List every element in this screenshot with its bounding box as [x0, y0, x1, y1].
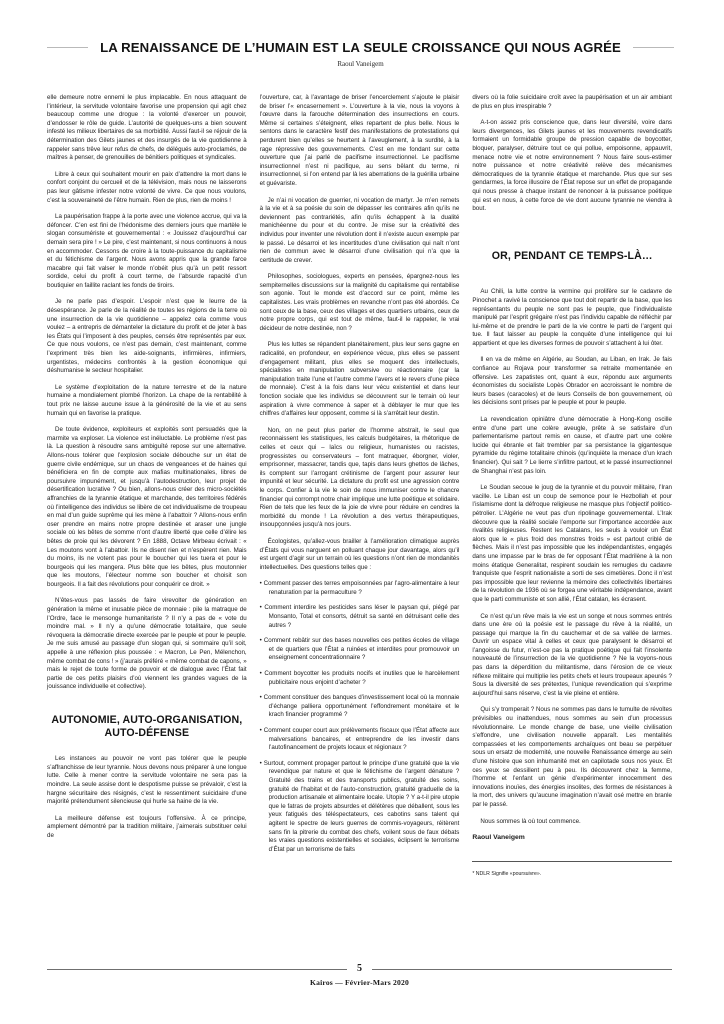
bullet-icon: • [259, 637, 262, 645]
section-heading-or-pendant-ce-temps-la: OR, PENDANT CE TEMPS-LÀ… [491, 249, 653, 262]
paragraph: Ce n’est qu’un rêve mais la vie est un songe et nous sommes entrés dans une ère où la poésie est le passage du rêve à la réalité, un passage qui marque la fin du cauchemar et de sa vallée de larmes. Ouvrir un espace vital à celles et ceux que paralysent le désarroi et l’angoisse du futur, n’est-ce pas la pratique poétique qui fait l’insolente nouveauté de l’insurrection de la vie quotidienne ? Ne la voyons-nous pas dans la déperdition du militantisme, dans l’érosion de ce vieux réflexe militaire qui multiplie les petits chefs et leurs troupeaux apeurés ? Sous la diversité de ses prétextes, l’unique revendication qui s’exprime aujourd’hui sans réserve, c’est la vie pleine et entière. [472, 612, 672, 697]
journal-imprint: Kairos — Février-Mars 2020 [309, 978, 410, 987]
paragraph: Plus les luttes se répandent planétairement, plus leur sens gagne en radicalité, en profondeur, en expérience vécue, plus elles se passent d’engagement militant, plus elles se moquent des intellectuels, spécialistes en manipulation subversive ou réactionnaire (car la manipulation traite l’une et l’autre comme l’avers et le revers d’une pièce de monnaie). C’est à la fois dans leur vécu existentiel et dans leur fonction sociale que les individus se découvrent sur le terrain où leur aspiration à vivre commence à saper et à déblayer le mur que les chiffres d’affaires leur opposent, comme si là s’arrêtait leur destin. [259, 341, 460, 418]
paragraph: Le Soudan secoue le joug de la tyrannie et du pouvoir militaire, l’Iran vacille. Le Liban est un coup de semonce pour le Hezbollah et pour l’islamisme dont la défroque religieuse ne masque plus l’objectif politico-pétrolier. L’Algérie ne veut pas d’un ripolinage gouvernemental. L’Irak découvre que la réalité sociale l’emporte sur l’importance accordée aux rivalités religieuses. Restent les Catalans, les seuls à vouloir un État alors que le « plus froid des monstres froids » est partout criblé de flèches. Mais il n’est pas impossible que les indépendantistes, engagés dans une impasse par le bras de fer opposant l’État madrilène à la non moins étatique Generalitat, respirent soudain les remugles du cadavre franquiste que l’esprit nationaliste a sorti de ses cimetières. Donc il n’est pas impossible que leur revienne la mémoire des collectivités libertaires de la révolution de 1936 où se forgea une véritable indépendance, avant que le parti communiste et son allié, l’État catalan, les écrasent. [472, 484, 672, 603]
paragraph: Il en va de même en Algérie, au Soudan, au Liban, en Irak. Je fais confiance au Rojava pour transformer sa retraite momentanée en offensive. Les zapatistes ont, quant à eux, répondu aux arguments économistes du socialiste Lopès Obrador en accroissant le nombre de leurs bases (caracoles) et de leurs Conseils de bon gouvernement, où les décisions sont prises par le peuple et pour le peuple. [472, 356, 672, 407]
paragraph: De toute évidence, exploiteurs et exploités sont persuadés que la marmite va exploser. La violence est inéluctable. Le problème n’est pas là. La question à résoudre sans ambiguïté repose sur une alternative. Allons-nous tolérer que l’explosion sociale débouche sur un état de guerre civile endémique, sur un chaos de vengeances et de haines qui bénéficiera en fin de compte aux mafias multinationales, libres de poursuivre impunément, et jusqu’à l’autodestruction, leur projet de désertification lucrative ? Ou bien, allons-nous créer des micro-sociétés affranchies de la tyrannie étatique et marchande, des territoires fédérés où l’intelligence des individus se libère de cet individualisme de troupeau en mal d’un guide suprême qui les mène à l’abattoir ? Allons-nous enfin oser prendre en mains notre propre destinée et araser une jungle sociale où les bêtes de somme n’ont d’autre liberté que celle d’élire les bêtes de proie qui les dévorent ? En 1888, Octave Mirbeau écrivait : « Les moutons vont à l’abattoir. Ils ne disent rien et n’espèrent rien. Mais du moins, ils ne votent pas pour le boucher qui les tuera et pour le bourgeois qui les mangera. Plus bête que les bêtes, plus moutonnier que les moutons, l’électeur nomme son boucher et choisit son bourgeois. Il a fait des révolutions pour conquérir ce droit. » [47, 426, 247, 588]
editor-footnote: * NDLR Signifie «poursuivre». [472, 870, 542, 877]
paragraph: N’êtes-vous pas lassés de faire virevolter de génération en génération la même et inusable pièce de monnaie : pile la matraque de l’Ordre, face le mensonge humanitariste ? Il n’y a pas de « vote du moindre mal. » Il n’y a qu’une démocratie totalitaire, que seule révoquera la démocratie directe exercée par le peuple et pour le peuple. Je me suis amusé au passage d’un slogan qui, si sommaire qu’il soit, appelle à une réflexion plus poussée : « Macron, Le Pen, Mélenchon, même combat de cons ! » (j’aurais préféré « même combat de capons, » mais le rejet de toute forme de pouvoir et de dialogue avec l’État fait partie de ces petits plaisirs d’où viennent les grandes vagues de la jouissance individuelle et collective). [47, 597, 247, 691]
bullet-item [260, 760, 460, 855]
title-row [47, 40, 674, 55]
section-heading-autonomie: AUTONOMIE, AUTO-ORGANISATION, AUTO-DÉFENSE [51, 714, 243, 739]
bullet-icon: • [259, 759, 262, 767]
paragraph: Je ne parle pas d’espoir. L’espoir n’est que le leurre de la désespérance. Je parle de la réalité de toutes les régions de la terre où une insurrection de la vie quotidienne – appelez cela comme vous voulez – a entrepris de démanteler la dictature du profit et de jeter à bas les États qui l’imposent à des peuples, censés être représentés par eux. Ce que nous voulons, ce n’est pas demain, c’est maintenant, comme l’expriment très bien les aide-soignants, infirmières, infirmiers, urgentistes, médecins confrontés à la gestion économique qui déshumanise le secteur hospitalier. [47, 298, 247, 375]
bullet-item [260, 694, 460, 720]
paragraph: Non, on ne peut plus parler de l’homme abstrait, le seul que reconnaissent les statistiques, les calculs budgétaires, la rhétorique de celles et ceux qui – laïcs ou religieux, humanistes ou racistes, progressistes ou conservateurs – font matraquer, éborgner, violer, emprisonner, massacrer, tandis que, tapis dans leurs ghettos de lâches, ils comptent sur l’arrogant crétinisme de l’argent pour assurer leur impunité et leur sécurité. La dictature du profit est une agression contre le corps. Confier à la vie le soin de nous immuniser contre le chancre financier qui corrompt notre chair implique une lutte poétique et solidaire. Rien de tels que les feux de la joie de vivre pour réduire en cendres la morbidité du monde ! La révolution a des vertus thérapeutiques, insoupçonnées jusqu’à nos jours. [259, 426, 460, 529]
column-2 [260, 94, 460, 946]
bullet-text: Comment couper court aux prélèvements fiscaux que l’État affecte aux malversations bancaires, et entreprendre de les investir dans l’autofinancement de projets locaux et régionaux ? [263, 727, 460, 752]
bullet-item [260, 670, 460, 687]
paragraph: La paupérisation frappe à la porte avec une violence accrue, qui va la défoncer. C’en est fini de l’hédonisme des derniers jours que martèle le slogan consumériste et gouvernemental : « Jouissez d’aujourd’hui car demain sera pire ! » Le pire, c’est maintenant, si nous continuons à nous en accommoder. Cessons de croire à la toute-puissance du capitalisme et du fétichisme de l’argent. Nous avons appris que la grande farce macabre qui fait valser le monde n’obéit plus qu’à un petit ressort sordide, celui du profit à court terme, de l’absurde rapacité d’un boutiquier en faillite raclant les fonds de tiroirs. [47, 213, 247, 289]
article-byline: Raoul Vaneigem [337, 60, 384, 68]
bullet-item [260, 637, 460, 663]
paragraph: divers où la folie suicidaire croît avec la paupérisation et un air ambiant de plus en plus irrespirable ? [472, 94, 672, 110]
bullet-text: Comment rebâtir sur des bases nouvelles ces petites écoles de village et de quartiers que l’État a ruinées et interdites pour promouvoir un enseignement concentrationnaire ? [263, 637, 460, 662]
paragraph: Qui s’y tromperait ? Nous ne sommes pas dans le tumulte de révoltes prévisibles ou inattendues, nous sommes au sein d’un processus révolutionnaire. Le monde change de base, une vieille civilisation s’effondre, une civilisation nouvelle apparaît. Les mentalités compassées et les comportements archaïques ont beau se perpétuer sous un ersatz de modernité, une nouvelle Renaissance émerge au sein d’une histoire que son inhumanité met en capilotade sous nos yeux. Et ces yeux se dessillent peu à peu. Ils découvrent chez la femme, l’homme et l’enfant un génie d’expérimenter innocemment des innovations inouïes, des énergies insolites, des formes de résistances à la mort, des univers qu’aucune imagination n’avait osé mettre en branle par le passé. [472, 706, 672, 808]
closing-line: Nous sommes là où tout commence. [480, 817, 581, 825]
title-rule-left [47, 47, 88, 48]
page-number-row [47, 964, 672, 974]
paragraph: Libre à ceux qui souhaitent mourir en paix d’attendre la mort dans le confort conjoint du cercueil et de la télévision, mais nous ne laisserons pas leur gâtisme infester notre volonté de vivre. Ce que nous voulons, c’est la souveraineté de l’être humain. Rien de plus, rien de moins ! [47, 170, 247, 204]
footer-rule-left [47, 969, 347, 970]
paragraph: Philosophes, sociologues, experts en pensées, épargnez-nous les sempiternelles discussions sur la malignité du capitalisme qui rentabilise son agonie. Tout le monde est d’accord sur ce point, même les capitalistes. Les vrais problèmes en revanche n’ont pas été abordés. Ce sont ceux de la base, ceux des villages et des quartiers urbains, ceux de notre propre corps, qui est tout de même, faut-il le rappeler, le vrai décideur de notre destinée, non ? [259, 273, 460, 332]
article-title: LA RENAISSANCE DE L’HUMAIN EST LA SEULE CROISSANCE QUI NOUS AGRÉE [100, 40, 621, 55]
footnote-divider [472, 861, 672, 862]
paragraph: Le système d’exploitation de la nature terrestre et de la nature humaine a mondialement plombé l’horizon. La chape de la rentabilité à tout prix ne laisse aucune issue à la générosité de la vie et au sens humain qui en favorise la pratique. [47, 383, 247, 417]
paragraph: elle demeure notre ennemi le plus implacable. En nous attaquant de l’intérieur, la servitude volontaire favorise une propension qui agit chez beaucoup comme une drogue : la volonté d’exercer un pouvoir, d’endosser le rôle de guide. L’autorité de quelques-uns a bien souvent infesté les milieux libertaires de sa morbidité. Aussi faut-il se réjouir de la détermination des Gilets jaunes et des insurgés de la vie quotidienne à rappeler sans trêve leur refus de chefs, de délégués auto-proclamés, de maîtres à penser, de grenouilles de bénitiers politiques et syndicales. [47, 94, 247, 162]
bullet-text: Comment constituer des banques d’investissement local où la monnaie d’échange palliera opportunément l’effondrement monétaire et le krach financier programmé ? [263, 694, 460, 719]
bullet-icon: • [259, 670, 262, 678]
bullet-item [260, 604, 460, 630]
paragraph: Au Chili, la lutte contre la vermine qui prolifère sur le cadavre de Pinochet a ravivé la conscience que tout doit repartir de la base, que les représentants du peuple ne sont pas le peuple, que l’individualiste manipulé par l’esprit grégaire n’est pas l’individu capable de réfléchir par lui-même et de prendre le parti de la vie contre le parti de l’argent qui tue. Il faut laisser au peuple la conquête d’une intelligence qui lui appartient et que les diverses formes de pouvoir s’attachent à lui ôter. [472, 288, 672, 347]
footer-rule-right [372, 969, 672, 970]
bullet-text: Comment passer des terres empoisonnées par l’agro-alimentaire à leur renaturation par la permaculture ? [263, 580, 460, 596]
title-rule-right [633, 47, 674, 48]
page-number: 5 [357, 963, 362, 974]
paragraph: Je n’ai ni vocation de guerrier, ni vocation de martyr. Je m’en remets à la vie et à sa poésie du soin de dépasser les contraires afin qu’ils ne deviennent pas contrariétés, afin qu’ils échappent à la dualité manichéenne du pour et du contre. Je mise sur la créativité des individus pour inventer une révolution dont il n’existe aucun exemple par le passé. Le désarroi et les incertitudes d’une civilisation qui naît n’ont rien de commun avec le désarroi d’une civilisation qui n’a que la certitude de crever. [259, 196, 460, 264]
paragraph: La revendication opiniâtre d’une démocratie à Hong-Kong oscille entre d’une part une colère aveugle, prête à se satisfaire d’un parlementarisme partout remis en cause, et d’autre part une colère lucide qui ébranle et fait trembler par sa persistance la gigantesque pyramide du régime totalitaire chinois (qu’inquiète la menace d’un krach financier). Qui sait ? Le lierre s’infiltre partout, et le passé insurrectionnel de Shanghai n’est pas loin. [472, 416, 672, 475]
paragraph: Les instances au pouvoir ne vont pas tolérer que le peuple s’affranchisse de leur tyrannie. Nous devons nous préparer à une longue lutte. Celle à mener contre la servitude volontaire ne sera pas la moindre. La seule assise dont le despotisme puisse se prévaloir, c’est la hargne sécuritaire des résignés, c’est le ressentiment suicidaire d’une majorité prétendument silencieuse qui hurle sa haine de la vie. [47, 755, 247, 806]
paragraph: Écologistes, qu’allez-vous brailler à l’amélioration climatique auprès d’États qui vous narguent en polluant chaque jour davantage, alors qu’il est urgent d’agir sur un terrain où les questions n’ont rien de mondanités intellectuelles. Des questions telles que : [259, 537, 460, 571]
paragraph: A-t-on assez pris conscience que, dans leur diversité, voire dans leurs divergences, les Gilets jaunes et les mouvements revendicatifs formaient un formidable groupe de pression capable de boycotter, bloquer, paralyser, détruire tout ce qui pollue, empoisonne, appauvrit, menace notre vie et notre environnement ? Nous faire sous-estimer notre puissance et notre créativité relève des mécanismes démocratiques de la tyrannie étatique et marchande. Plus que sur ses gendarmes, la force illusoire de l’État repose sur un effet de propagande qui nous presse à chaque instant de renoncer à la puissance poétique qui est en nous, à cette force de vie dont aucune tyrannie ne viendra à bout. [472, 119, 672, 213]
article-columns [0, 94, 724, 946]
paragraph: La meilleure défense est toujours l’offensive. À ce principe, amplement démontré par la tradition militaire, j’aimerais substituer celui de [47, 814, 247, 839]
bullet-item [260, 727, 460, 753]
article-header [0, 0, 724, 68]
page-footer [47, 964, 672, 987]
bullet-icon: • [259, 604, 262, 612]
column-3 [472, 94, 672, 946]
bullet-text: Comment interdire les pesticides sans léser le paysan qui, piégé par Monsanto, Total et consorts, détruit sa santé en détruisant celle des autres ? [264, 604, 460, 629]
author-signature: Raoul Vaneigem [472, 834, 525, 842]
bullet-icon: • [259, 727, 262, 734]
bullet-icon: • [259, 694, 262, 702]
bullet-item [260, 580, 460, 597]
bullet-icon: • [259, 580, 262, 588]
bullet-text: Comment boycotter les produits nocifs et inutiles que le harcèlement publicitaire nous enjoint d’acheter ? [264, 670, 460, 686]
column-1 [47, 94, 247, 946]
bullet-text: Surtout, comment propager partout le principe d’une gratuité que la vie revendique par nature et que le fétichisme de l’argent dénature ? Gratuité des trains et des transports publics, gratuité des soins, gratuité de l’habitat et de l’auto-construction, gratuité graduelle de la production artisanale et alimentaire locale. Utopie ? Y a-t-il pire utopie que le fatras de projets absurdes et délétères que déballent, sous les yeux fatigués des téléspectateurs, ces cabotins sans talent qui agitent le spectre de leurs guerres de commis-voyageurs, réitèrent sans fin la pitrerie du combat des chefs, voilent sous de faux débats les vraies questions existentielles et sociales, éclipsent le terrorisme d’État par un terrorisme de faits [263, 759, 460, 853]
paragraph: l’ouverture, car, à l’avantage de briser l’encerclement s’ajoute le plaisir de briser l’« encasernement ». L’ouverture à la vie, nous la voyons à l’œuvre dans la farouche détermination des insurrections en cours. Même si certaines s’éteignent, elles repartent de plus belle. Nous le sentons dans le caractère festif des manifestations de protestations qui perdurent bien qu’elles se heurtent à l’aveuglement, à la surdité, à la rage répressive des gouvernements. C’est en me fondant sur cette ouverture que j’ai parlé de pacifisme insurrectionnel. Le pacifisme insurrectionnel n’est ni pacifique, au sens bêlant du terme, ni insurrectionnel, si l’on entend par là les aberrations de la guérilla urbaine et guévariste. [259, 94, 460, 187]
